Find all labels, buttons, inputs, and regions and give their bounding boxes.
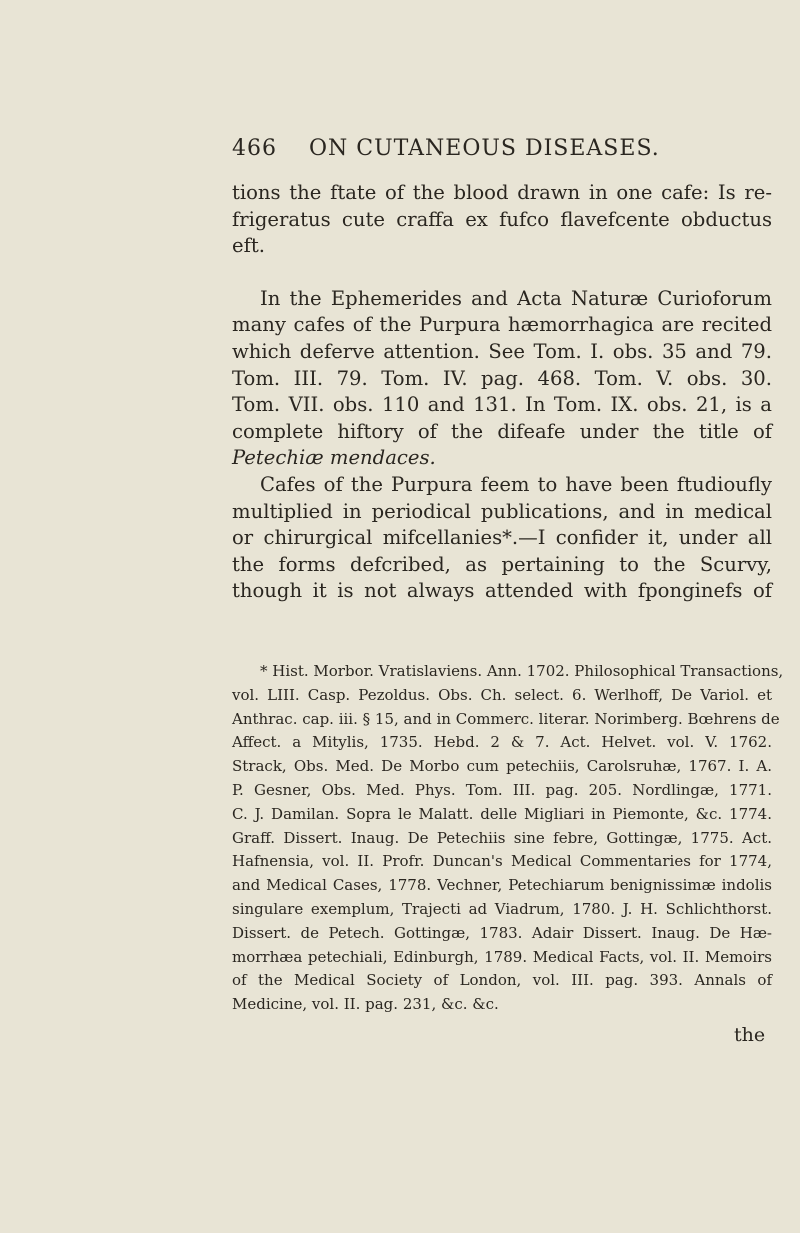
running-title: ON CUTANEOUS DISEASES. (309, 136, 660, 161)
text-line: though it is not always attended with fponginefs of (232, 579, 772, 603)
italic-phrase: Petechiæ mendaces. (232, 446, 436, 470)
footnote-line: Medicine, vol. II. pag. 231, &c. &c. (232, 995, 499, 1014)
footnote-line: vol. LIII. Casp. Pezoldus. Obs. Ch. select. 6. Werlhoff, De Variol. et (232, 685, 772, 704)
body-text (232, 180, 772, 605)
footnote-line: of the Medical Society of London, vol. III. pag. 393. Annals of (232, 971, 772, 990)
text-line: which deferve attention. See Tom. I. obs. 35 and 79. (232, 339, 772, 363)
footnote (232, 660, 784, 1017)
footnote-line: Dissert. de Petech. Gottingæ, 1783. Adair Dissert. Inaug. De Hæ- (232, 923, 772, 942)
text-line: many cafes of the Purpura hæmorrhagica are recited (232, 313, 772, 337)
page-number: 466 (232, 136, 277, 161)
text-line: complete hiftory of the difeafe under the title of (232, 419, 772, 443)
footnote-line: Anthrac. cap. iii. § 15, and in Commerc. literar. Norimberg. Bœhrens de (232, 709, 780, 728)
footnote-line: singulare exemplum, Trajecti ad Viadrum, 1780. J. H. Schlichthorst. (232, 899, 772, 918)
text-line: tions the ftate of the blood drawn in one cafe: Is re- (232, 181, 772, 204)
text-line: or chirurgical mifcellanies*.—I confider it, under all (232, 526, 772, 550)
text-line (232, 445, 772, 472)
text-line: Cafes of the Purpura feem to have been ftudioufly (260, 472, 772, 496)
footnote-line: Graff. Dissert. Inaug. De Petechiis sine febre, Gottingæ, 1775. Act. (232, 828, 772, 847)
text-line: Tom. VII. obs. 110 and 131. In Tom. IX. obs. 21, is a (232, 393, 772, 417)
catchword: the (734, 1024, 766, 1046)
footnote-line: Hafnensia, vol. II. Profr. Duncan's Medical Commentaries for 1774, (232, 852, 772, 871)
footnote-line: P. Gesner, Obs. Med. Phys. Tom. III. pag. 205. Nordlingæ, 1771. (232, 780, 772, 799)
footnote-line: C. J. Damilan. Sopra le Malatt. delle Migliari in Piemonte, &c. 1774. (232, 804, 772, 823)
footnote-line: and Medical Cases, 1778. Vechner, Petechiarum benignissimæ indolis (232, 876, 772, 895)
text-line: frigeratus cute craffa ex fufco flavefcente obductus eft. (232, 207, 772, 258)
footnote-line: * Hist. Morbor. Vratislaviens. Ann. 1702. Philosophical Transactions, (260, 662, 784, 680)
footnote-line: Affect. a Mitylis, 1735. Hebd. 2 & 7. Act. Helvet. vol. V. 1762. (232, 733, 772, 752)
footnote-line: Strack, Obs. Med. De Morbo cum petechiis, Carolsruhæ, 1767. I. A. (232, 757, 772, 776)
text-line: Tom. III. 79. Tom. IV. pag. 468. Tom. V. obs. 30. (232, 366, 772, 390)
text-line: multiplied in periodical publications, and in medical (232, 499, 772, 523)
text-line: In the Ephemerides and Acta Naturæ Curioforum (260, 286, 772, 310)
footnote-line: morrhæa petechiali, Edinburgh, 1789. Medical Facts, vol. II. Memoirs (232, 947, 772, 966)
text-line: the forms defcribed, as pertaining to the Scurvy, (232, 552, 772, 576)
